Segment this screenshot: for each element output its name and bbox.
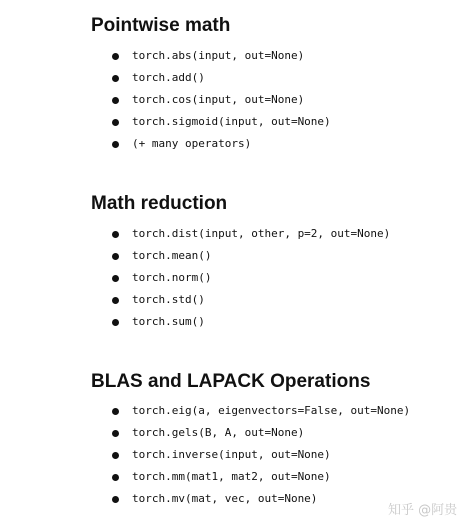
bullet-icon bbox=[112, 496, 119, 503]
code-item: (+ many operators) bbox=[132, 137, 252, 150]
bullet-icon bbox=[112, 119, 119, 126]
code-item: torch.dist(input, other, p=2, out=None) bbox=[132, 227, 391, 240]
watermark: 知乎 @阿贵 bbox=[388, 503, 458, 518]
list-item bbox=[0, 90, 474, 110]
list-item bbox=[0, 401, 474, 421]
list-item bbox=[0, 445, 474, 465]
bullet-icon bbox=[112, 141, 119, 148]
section-title: BLAS and LAPACK Operations bbox=[91, 371, 371, 392]
code-item: torch.sigmoid(input, out=None) bbox=[132, 115, 331, 128]
bullet-icon bbox=[112, 297, 119, 304]
bullet-icon bbox=[112, 452, 119, 459]
code-item: torch.std() bbox=[132, 293, 205, 306]
code-item: torch.abs(input, out=None) bbox=[132, 49, 305, 62]
code-item: torch.inverse(input, out=None) bbox=[132, 448, 331, 461]
bullet-icon bbox=[112, 53, 119, 60]
code-item: torch.mv(mat, vec, out=None) bbox=[132, 492, 318, 505]
bullet-icon bbox=[112, 75, 119, 82]
code-item: torch.norm() bbox=[132, 271, 212, 284]
list-item bbox=[0, 112, 474, 132]
list-item bbox=[0, 46, 474, 66]
bullet-icon bbox=[112, 97, 119, 104]
code-item: torch.mm(mat1, mat2, out=None) bbox=[132, 470, 331, 483]
list-item bbox=[0, 224, 474, 244]
list-item bbox=[0, 312, 474, 332]
list-item bbox=[0, 268, 474, 288]
code-item: torch.sum() bbox=[132, 315, 205, 328]
list-item bbox=[0, 423, 474, 443]
section-title: Math reduction bbox=[91, 193, 228, 214]
code-item: torch.gels(B, A, out=None) bbox=[132, 426, 305, 439]
list-item bbox=[0, 467, 474, 487]
list-item bbox=[0, 68, 474, 88]
list-item bbox=[0, 290, 474, 310]
list-item bbox=[0, 134, 474, 154]
bullet-icon bbox=[112, 430, 119, 437]
code-item: torch.add() bbox=[132, 71, 205, 84]
bullet-icon bbox=[112, 253, 119, 260]
code-item: torch.cos(input, out=None) bbox=[132, 93, 305, 106]
code-item: torch.eig(a, eigenvectors=False, out=None) bbox=[132, 404, 411, 417]
code-item: torch.mean() bbox=[132, 249, 212, 262]
bullet-icon bbox=[112, 275, 119, 282]
section-title: Pointwise math bbox=[91, 15, 231, 36]
list-item bbox=[0, 246, 474, 266]
bullet-icon bbox=[112, 474, 119, 481]
bullet-icon bbox=[112, 408, 119, 415]
bullet-icon bbox=[112, 231, 119, 238]
bullet-icon bbox=[112, 319, 119, 326]
